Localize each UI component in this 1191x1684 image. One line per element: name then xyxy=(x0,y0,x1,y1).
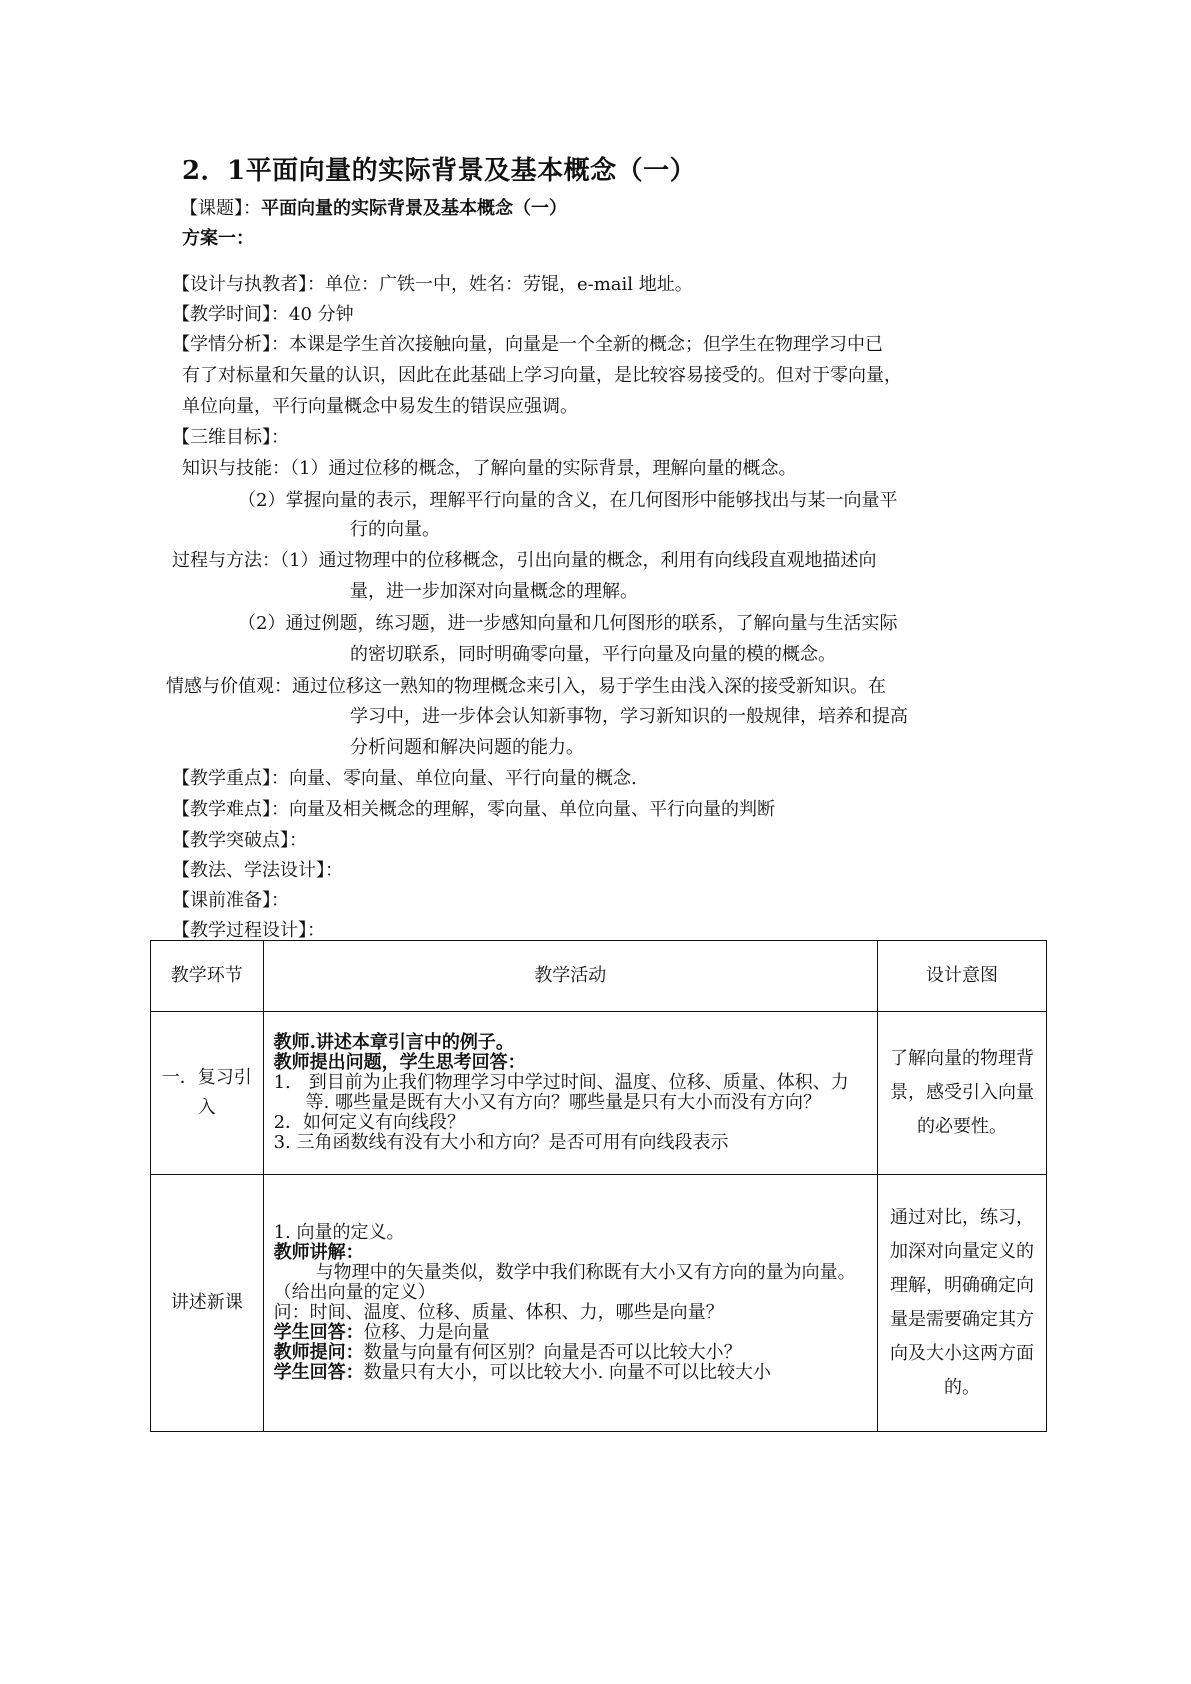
goal-line-4: 过程与方法：（1）通过物理中的位移概念，引出向量的概念，利用有向线段直观地描述向 xyxy=(172,550,877,571)
activity-line: 教师讲解： xyxy=(273,1242,364,1263)
analysis-line-1: 【学情分析】：本课是学生首次接触向量，向量是一个全新的概念；但学生在物理学习中已 xyxy=(172,334,883,355)
activity-line: 1. 向量的定义。 xyxy=(273,1222,405,1243)
topic-label: 【课题】： xyxy=(180,198,261,219)
methods-line: 【教法、学法设计】： xyxy=(172,860,343,881)
activity-line: 问：时间、温度、位移、质量、体积、力，哪些是向量？ xyxy=(273,1302,724,1323)
goals-label: 【三维目标】： xyxy=(172,427,289,448)
goal-line-10: 分析问题和解决问题的能力。 xyxy=(350,737,584,758)
goal-line-8: 情感与价值观：通过位移这一熟知的物理概念来引入，易于学生由浅入深的接受新知识。在 xyxy=(166,676,886,697)
student-answer: 位移、力是向量 xyxy=(363,1322,490,1343)
goal-line-7: 的密切联系，同时明确零向量，平行向量及向量的模的概念。 xyxy=(350,644,836,665)
topic-line xyxy=(180,194,567,220)
stage-cell: 讲述新课 xyxy=(151,1175,264,1432)
activity-line: 1. 到目前为止我们物理学习中学过时间、温度、位移、质量、体积、力等. 哪些量是既有大小又有方向？哪些量是只有大小而没有方向？ xyxy=(273,1072,849,1113)
topic-value: 平面向量的实际背景及基本概念（一） xyxy=(261,198,567,219)
activity-line: 2．如何定义有向线段？ xyxy=(273,1112,466,1133)
teaching-process-table xyxy=(150,940,1047,1432)
key-points-line: 【教学重点】：向量、零向量、单位向量、平行向量的概念. xyxy=(172,768,637,789)
stage-cell: 一．复习引入 xyxy=(151,1012,264,1175)
plan-label: 方案一： xyxy=(182,228,254,249)
activity-line xyxy=(274,1363,867,1383)
intent-cell: 了解向量的物理背景，感受引入向量的必要性。 xyxy=(878,1012,1047,1175)
header-activity: 教学活动 xyxy=(263,941,877,1012)
student-answer-label: 学生回答： xyxy=(273,1362,364,1383)
analysis-line-2: 有了对标量和矢量的认识，因此在此基础上学习向量，是比较容易接受的。但对于零向量， xyxy=(182,365,902,386)
goal-line-3: 行的向量。 xyxy=(350,519,440,540)
header-intent: 设计意图 xyxy=(878,941,1047,1012)
student-answer-label: 学生回答： xyxy=(273,1322,364,1343)
activity-line xyxy=(274,1343,867,1363)
table-row xyxy=(151,1012,1047,1175)
analysis-line-3: 单位向量，平行向量概念中易发生的错误应强调。 xyxy=(182,396,578,417)
goal-line-2: （2）掌握向量的表示，理解平行向量的含义，在几何图形中能够找出与某一向量平 xyxy=(238,490,898,511)
time-line: 【教学时间】：40 分钟 xyxy=(172,304,354,325)
document-title: 2．1平面向量的实际背景及基本概念（一） xyxy=(182,156,697,186)
intent-cell: 通过对比，练习，加深对向量定义的理解，明确确定向量是需要确定其方向及大小这两方面的。 xyxy=(878,1175,1047,1432)
goal-line-5: 量，进一步加深对向量概念的理解。 xyxy=(350,581,638,602)
activity-cell xyxy=(263,1012,877,1175)
teacher-question-label: 教师提问： xyxy=(273,1342,364,1363)
table-row xyxy=(151,1175,1047,1432)
process-line: 【教学过程设计】： xyxy=(172,920,325,941)
activity-line: 与物理中的矢量类似，数学中我们称既有大小又有方向的量为向量。（给出向量的定义） xyxy=(273,1262,856,1303)
teacher-question: 数量与向量有何区别？向量是否可以比较大小？ xyxy=(363,1342,742,1363)
table-header-row xyxy=(151,941,1047,1012)
breakthrough-line: 【教学突破点】： xyxy=(172,830,307,851)
activity-line xyxy=(274,1323,867,1343)
activity-cell xyxy=(263,1175,877,1432)
difficulties-line: 【教学难点】：向量及相关概念的理解，零向量、单位向量、平行向量的判断 xyxy=(172,799,775,820)
goal-line-9: 学习中，进一步体会认知新事物，学习新知识的一般规律，培养和提高 xyxy=(350,706,908,727)
goal-line-6: （2）通过例题，练习题，进一步感知向量和几何图形的联系，了解向量与生活实际 xyxy=(238,613,898,634)
activity-line: 教师.讲述本章引言中的例子。 xyxy=(273,1032,514,1053)
header-stage: 教学环节 xyxy=(151,941,264,1012)
student-answer: 数量只有大小，可以比较大小. 向量不可以比较大小 xyxy=(363,1362,772,1383)
preparation-line: 【课前准备】： xyxy=(172,890,289,911)
activity-line: 3. 三角函数线有没有大小和方向？是否可用有向线段表示 xyxy=(273,1132,729,1153)
activity-line: 教师提出问题，学生思考回答： xyxy=(273,1052,526,1073)
goal-line-1: 知识与技能：（1）通过位移的概念，了解向量的实际背景，理解向量的概念。 xyxy=(182,458,797,479)
designer-line: 【设计与执教者】：单位：广铁一中，姓名：劳锟，e-mail 地址。 xyxy=(172,274,693,295)
